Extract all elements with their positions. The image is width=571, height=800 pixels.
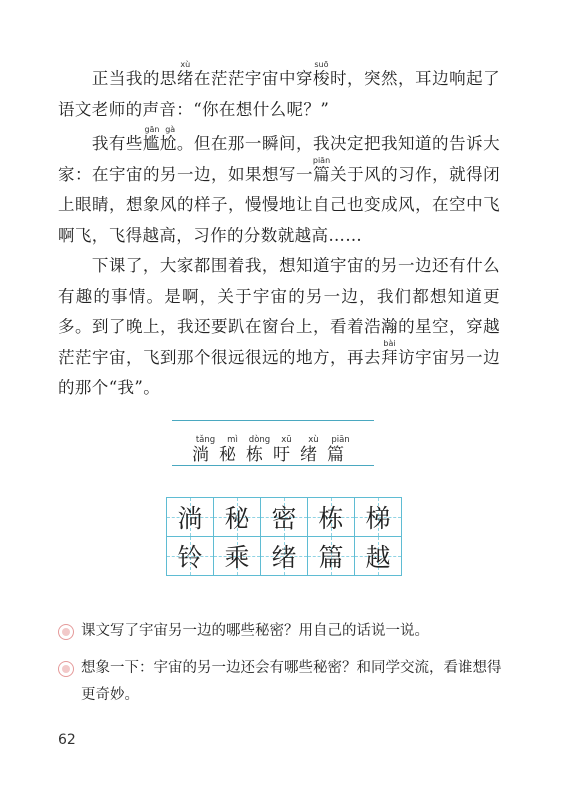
text-run: 时，突然，耳边响起了语文老师的声音：“你在想什么呢？” [58,69,501,119]
char: 绪 [176,69,194,88]
recognize-char [192,435,219,465]
annotated-char [176,60,194,88]
pinyin: tǎng [192,435,219,445]
grid-row [167,498,402,537]
pinyin: xù [176,60,194,69]
recognize-characters-box [172,420,374,466]
recognize-char [246,435,273,465]
grid-cell [261,498,308,537]
char: 吁 [273,445,300,465]
question-2 [58,655,508,709]
write-char: 秘 [224,504,250,533]
pinyin: piān [327,435,354,445]
pinyin: piān [312,155,331,165]
pinyin: xù [300,435,327,445]
recognize-char [219,435,246,465]
question-bullet-icon [58,661,74,677]
pinyin: xū [273,435,300,445]
char: 梭 [312,69,330,88]
pinyin: gān gà [142,125,177,134]
write-char: 越 [365,543,391,572]
text-run: 我有些 [91,134,143,153]
char: 篇 [312,164,331,184]
question-text: 想象一下：宇宙的另一边还会有哪些秘密？和同学交流，看谁想得更奇妙。 [81,660,502,703]
recognize-char [273,435,300,465]
grid-cell [167,498,214,537]
question-text: 课文写了宇宙另一边的哪些秘密？用自己的话说一说。 [81,623,429,639]
grid-cell [355,498,402,537]
char: 栋 [246,445,273,465]
pinyin: dòng [246,435,273,445]
write-char: 铃 [177,543,203,572]
write-char: 梯 [365,504,391,533]
grid-cell [308,537,355,576]
page-number: 62 [58,732,76,748]
annotated-char [312,60,330,88]
grid-cell [261,537,308,576]
text-run: 下课了，大家都围着我，想知道宇宙的另一边还有什么有趣的事情。是啊，关于宇宙的另一边，我们都想知道更多。到了晚上，我还要趴在窗台上，看着浩瀚的星空，穿越茫茫宇宙，飞到那个很远很远的地方，再去 [58,256,500,367]
write-char: 乘 [224,543,250,572]
char: 绪 [300,445,327,465]
grid-cell [167,537,214,576]
question-1 [58,618,508,645]
grid-cell [308,498,355,537]
paragraph-3 [58,251,500,404]
story-text [58,60,500,404]
write-char: 密 [271,504,297,533]
grid-row [167,537,402,576]
char: 拜 [381,347,399,367]
char: 秘 [219,445,246,465]
annotated-char [312,155,331,184]
write-char: 淌 [177,504,203,533]
grid-cell [355,537,402,576]
text-run: 。但在那一瞬间，我决定把我知道的告诉大家：在宇宙的另一边，如果想写一 [58,134,500,184]
recognize-characters [172,435,374,465]
grid-cell [214,498,261,537]
pinyin: suō [312,60,330,69]
annotated-char [381,338,399,367]
paragraph-1 [58,60,500,125]
grid-cell [214,537,261,576]
write-char: 栋 [318,504,344,533]
paragraph-2 [58,125,500,251]
char: 篇 [327,445,354,465]
annotated-char [142,125,177,153]
char: 尴尬 [142,134,177,153]
pinyin: bài [381,338,398,348]
writing-grid [166,497,402,576]
recognize-char [300,435,327,465]
text-run: 访宇宙另一边的那个“我”。 [58,347,500,397]
recognize-char [327,435,354,465]
text-run: 关于风的习作，就得闭上眼睛，想象风的样子，慢慢地让自己也变成风，在空中飞啊飞，飞得越高，习作的分数就越高…… [58,164,501,245]
question-bullet-icon [58,624,74,640]
char: 淌 [192,445,219,465]
write-char: 绪 [271,543,297,572]
text-run: 正当我的思 [91,69,177,88]
pinyin: mì [219,435,246,445]
write-char: 篇 [318,543,344,572]
text-run: 在茫茫宇宙中穿 [193,69,313,88]
